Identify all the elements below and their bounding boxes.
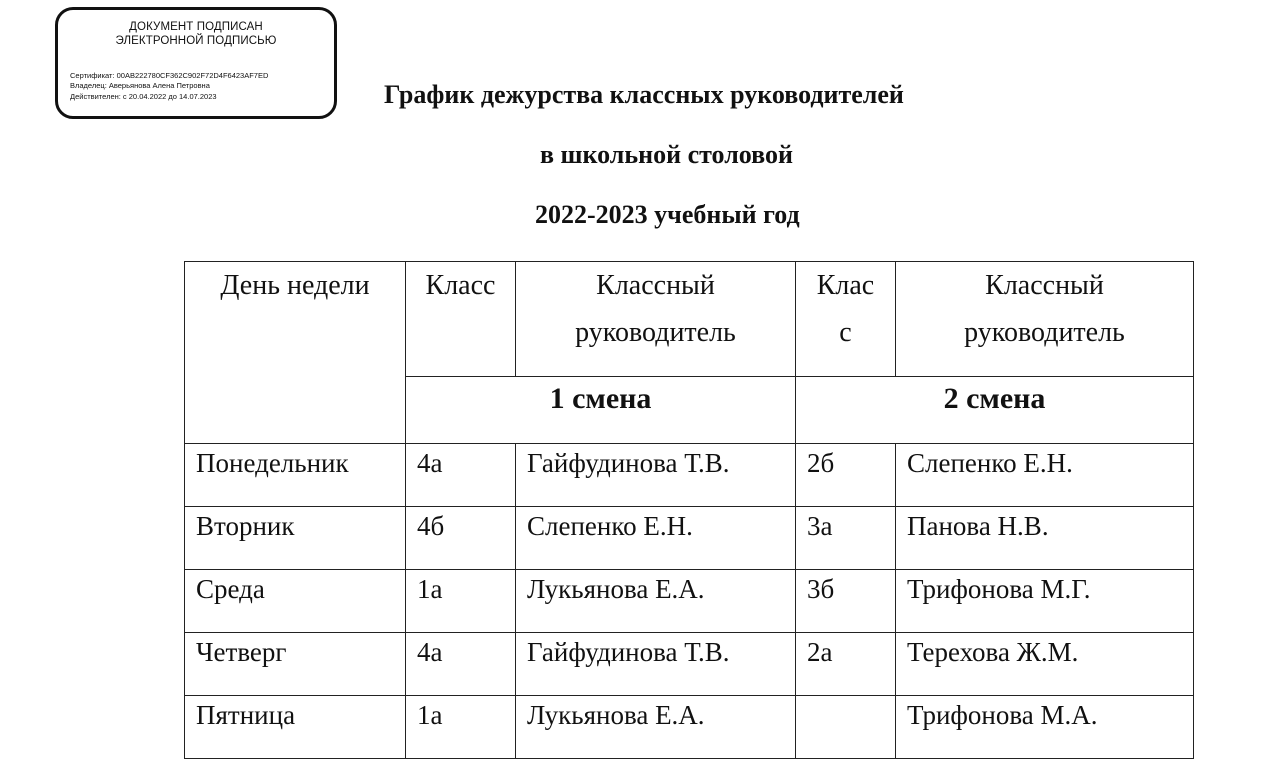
table-row: [185, 696, 1194, 759]
table-row: [185, 507, 1194, 570]
table-row: [185, 633, 1194, 696]
stamp-title-line1: ДОКУМЕНТ ПОДПИСАН: [129, 21, 263, 33]
cell-teacher-2: Трифонова М.А.: [896, 696, 1194, 759]
shift-first: 1 смена: [406, 377, 796, 444]
header-teacher-2-line1: Классный: [985, 270, 1104, 301]
header-teacher-1: [516, 262, 796, 377]
duty-schedule-table: [184, 261, 1194, 759]
header-day-label: День недели: [220, 270, 370, 301]
header-day: [185, 262, 406, 444]
cell-class-2: [796, 696, 896, 759]
cell-teacher-1: Гайфудинова Т.В.: [516, 444, 796, 507]
cell-day: Вторник: [185, 507, 406, 570]
cell-class-2: 3б: [796, 570, 896, 633]
title-line1: График дежурства классных руководителей: [384, 80, 904, 109]
stamp-validity: Действителен: с 20.04.2022 до 14.07.2023: [70, 92, 217, 101]
table-header-row: [185, 262, 1194, 377]
header-teacher-2-line2: руководитель: [964, 317, 1125, 348]
cell-teacher-2: Слепенко Е.Н.: [896, 444, 1194, 507]
cell-class-1: 1а: [406, 696, 516, 759]
table-row: [185, 444, 1194, 507]
cell-day: Четверг: [185, 633, 406, 696]
header-teacher-2: [896, 262, 1194, 377]
cell-teacher-1: Слепенко Е.Н.: [516, 507, 796, 570]
cell-teacher-1: Лукьянова Е.А.: [516, 570, 796, 633]
header-class-2: [796, 262, 896, 377]
cell-class-1: 4а: [406, 444, 516, 507]
header-teacher-1-line1: Классный: [596, 270, 715, 301]
cell-teacher-1: Гайфудинова Т.В.: [516, 633, 796, 696]
cell-teacher-2: Панова Н.В.: [896, 507, 1194, 570]
cell-day: Среда: [185, 570, 406, 633]
stamp-owner: Владелец: Аверьянова Алена Петровна: [70, 81, 210, 90]
cell-class-1: 1а: [406, 570, 516, 633]
title-line2: в школьной столовой: [540, 140, 793, 169]
cell-class-1: 4а: [406, 633, 516, 696]
cell-day: Пятница: [185, 696, 406, 759]
cell-day: Понедельник: [185, 444, 406, 507]
header-teacher-1-line2: руководитель: [575, 317, 736, 348]
header-class-1: [406, 262, 516, 377]
header-class-1-label: Класс: [425, 270, 496, 301]
cell-teacher-2: Трифонова М.Г.: [896, 570, 1194, 633]
stamp-certificate: Сертификат: 00AB222780CF362C902F72D4F6423AF7ED: [70, 71, 269, 80]
cell-class-2: 3а: [796, 507, 896, 570]
cell-teacher-1: Лукьянова Е.А.: [516, 696, 796, 759]
signature-stamp: [55, 7, 337, 119]
stamp-title-line2: ЭЛЕКТРОННОЙ ПОДПИСЬЮ: [115, 35, 277, 47]
header-class-2-line2: с: [839, 317, 852, 348]
header-class-2-line1: Клас: [816, 270, 875, 301]
shift-second: 2 смена: [796, 377, 1194, 444]
cell-class-1: 4б: [406, 507, 516, 570]
cell-teacher-2: Терехова Ж.М.: [896, 633, 1194, 696]
table-row: [185, 570, 1194, 633]
cell-class-2: 2б: [796, 444, 896, 507]
title-line3: 2022-2023 учебный год: [535, 200, 800, 229]
cell-class-2: 2а: [796, 633, 896, 696]
